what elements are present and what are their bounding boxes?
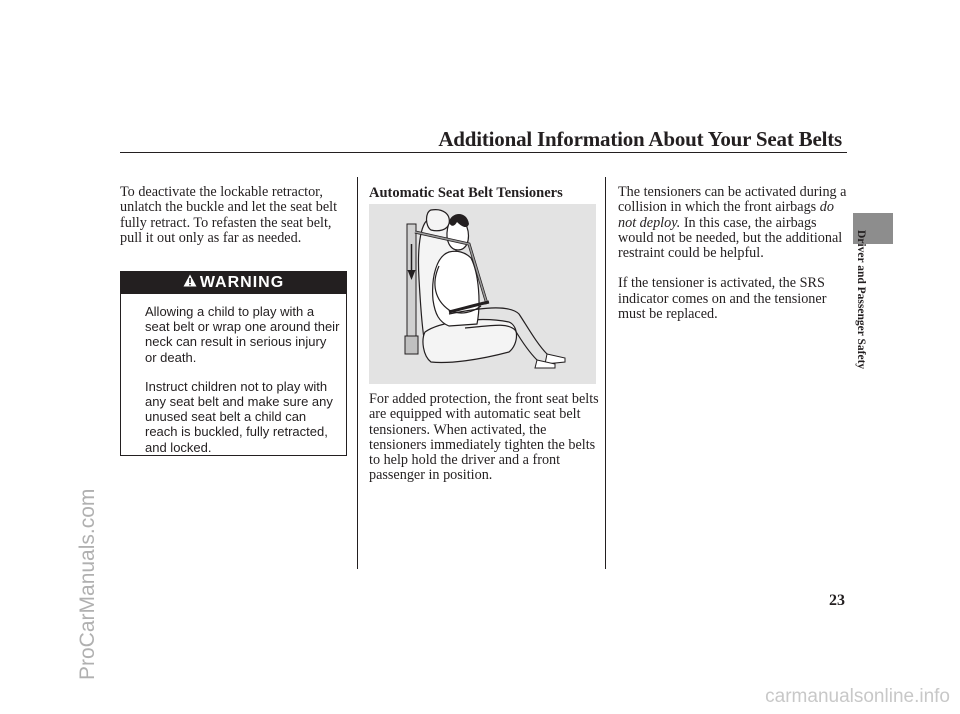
- seat-belt-illustration: [369, 204, 596, 384]
- watermark-left: ProCarManuals.com: [76, 488, 99, 680]
- retractor-instructions: To deactivate the lockable retractor, unlatch the buckle and let the seat belt fully retract. To refasten the seat belt, pull it out only as far as needed.: [120, 184, 338, 246]
- warning-paragraph: Allowing a child to play with a seat belt or wrap one around their neck can result in serious injury or death.: [145, 304, 340, 365]
- tensioner-details: [618, 185, 848, 337]
- warning-text: [121, 294, 346, 455]
- warning-paragraph: Instruct children not to play with any seat belt and make sure any unused seat belt a child can reach is buckled, fully retracted, and locked.: [145, 378, 333, 455]
- warning-label: WARNING: [199, 274, 285, 291]
- warning-box: [120, 271, 347, 456]
- header-rule: [120, 152, 847, 153]
- tensioner-activation-paragraph: [618, 185, 848, 261]
- srs-indicator-paragraph: If the tensioner is activated, the SRS indicator comes on and the tensioner must be replaced.: [618, 275, 827, 323]
- warning-triangle-icon: [183, 274, 197, 292]
- watermark-bottom: carmanualsonline.info: [765, 686, 950, 707]
- page-number: 23: [829, 592, 845, 609]
- section-heading: Automatic Seat Belt Tensioners: [369, 185, 563, 201]
- column-divider-left: [357, 177, 358, 569]
- warning-header: [121, 272, 346, 294]
- tensioner-description: For added protection, the front seat belts are equipped with automatic seat belt tensioners. When activated, the tensioners immediately tighten the belts to help hold the driver and a front passenger in position.: [369, 391, 599, 484]
- seated-passenger-icon: [369, 204, 596, 384]
- section-tab-label: Driver and Passenger Safety: [855, 230, 867, 370]
- page-title: Additional Information About Your Seat Belts: [438, 127, 842, 151]
- column-divider-right: [605, 177, 606, 569]
- text-run: The tensioners can be activated during a collision in which the front airbags: [618, 184, 847, 216]
- text-run: In this case, the airbags would not be needed, but the additional restraint could be helpful.: [618, 214, 843, 262]
- emphasis-text: do not deploy.: [618, 199, 834, 231]
